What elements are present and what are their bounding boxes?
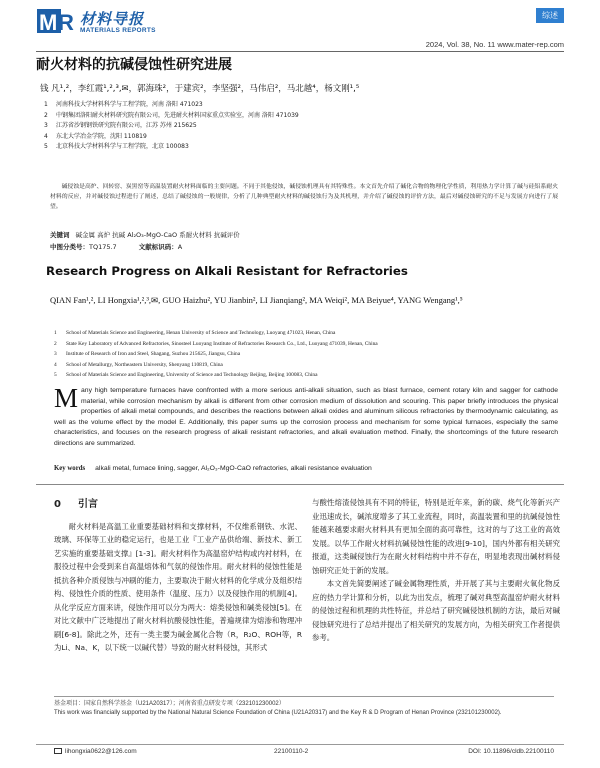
en-affiliation-item: 2 State Key Laboratory of Advanced Refractories, Sinosteel Luoyang Institute of Refractories Research Co., Ltd., Luoyang 471039, Henan, China [54, 340, 378, 347]
cn-affiliation-item: 1 河南科技大学材料科学与工程学院，河南 洛阳 471023 [44, 101, 203, 108]
cn-affiliation-item: 3 江苏省沙钢钢铁研究院有限公司，江苏 苏州 215625 [44, 122, 197, 129]
footer-divider [36, 744, 564, 745]
section-badge: 综述 [536, 8, 564, 23]
en-abstract-text: any high temperature furnaces have confronted with a more serious anti-alkali situation, such as blast furnace, cement rotary kiln and sagger for cathode material, while corrosion mechanism by alkali is different from other corrosion medium of dissolution and scouring. This paper briefly introduces the physical properties of alkali metal compounds, and describes the reactions between alkali oxides and aluminum silicous refractories by thermodynamic calculating, as well as the volume effect by the model E. Additionally, this paper sums up the corrosion process and mechanism for some typical furnaces, especially the same characteristics, and focuses on the research progress of alkali resistant refractories, and alkali evaluation method. Finally, the shortcomings of the future research directions are summarized. [54, 387, 558, 447]
cn-affiliation-list [44, 100, 554, 153]
journal-name-en: MATERIALS REPORTS [80, 27, 156, 34]
cn-affiliation-item: 4 东北大学冶金学院，沈阳 110819 [44, 132, 147, 140]
corresponding-email[interactable]: lihongxia0622@126.com [54, 748, 137, 755]
cn-keywords-label: 关键词 [50, 231, 70, 239]
cn-affiliation-item: 2 中钢集团洛阳耐火材料研究院有限公司，先进耐火材料国家重点实验室，河南 洛阳 471039 [44, 111, 299, 119]
body-column-right [312, 496, 560, 645]
en-affiliation-item: 3 Institute of Research of Iron and Steel, Shagang, Suzhou 215625, Jiangsu, China [54, 351, 241, 357]
body-paragraph: 耐火材料是高温工业重要基础材料和支撑材料，不仅维系钢铁、水泥、玻璃、环保等工业的稳定运行，也是工业『工业产品供给端、新技术、新工艺实施的重要基础支撑』[1-3]。耐火材料作为高温窑炉结构或内衬材料，在服役过程中会受到来自高温熔体和气氛的侵蚀作用。耐火材料的侵蚀性能是抵抗各种介质侵蚀与冲刷的能力，主要取决于耐火材料的化学成分及组织结构、侵蚀性介质的性质、使用条件（温度、压力）以及侵蚀作用的机制[4]。从化学反应方面来讲，侵蚀作用可以分为两大：熔类侵蚀和碱类侵蚀[5]。在对比文献中广泛地提出了耐火材料抗酸侵蚀性能，普遍规律为熔渗和物理冲刷[6-8]。除此之外，还有一类主要为碱金属化合物（R，R₂O、ROH等，R为Li、Na、K，以下统一以碱代替）导致的耐火材料侵蚀，其形式 [54, 521, 302, 652]
body-paragraph: 与酸性熔渣侵蚀具有不同的特征，特别是近年来，新的碳、烧气化等新兴产业迅速成长，碱浓度增多了其工业流程，同时，高温装置和里的抗碱侵蚀性能越来越要求耐火材料具有更加全面的高可靠性，这对的与了这工业的高效发展。以华工作耐火材料抗碱侵蚀性能的改进[9-10]，国内外都有相关研究报道，这类碱侵蚀行为在耐火材料结构中并不存在，明显地表现出碱材料侵蚀研究正处于新的发展。 [312, 498, 560, 575]
en-keywords-text: alkali metal, furnace lining, sagger, Al₂O₃-MgO-CaO refractories, alkali resistance evaluation [95, 465, 372, 472]
cn-affiliation-item: 5 北京科技大学材料科学与工程学院，北京 100083 [44, 143, 189, 150]
cn-keywords [50, 230, 558, 241]
en-keywords-label: Key words [54, 465, 86, 472]
cn-keywords-text: 碱金属 高炉 抗碱 Al₂O₃-MgO-CaO 系耐火材料 抗碱评价 [75, 231, 240, 239]
cn-authors: 钱 凡¹,²，李红霞¹,²,³,✉，郭海珠²，于建宾²，李坚强²，马伟启²，马北越⁴，杨文刚¹,⁵ [40, 84, 360, 94]
envelope-icon [54, 748, 62, 754]
funding-en: This work was financially supported by the National Natural Science Foundation of China (U21A20317) and the Key R & D Program of Henan Province (232101230002). [54, 710, 502, 716]
section-heading: 0 引言 [54, 499, 98, 510]
page-code: 22100110-2 [274, 748, 309, 755]
journal-name-cn: 材料导报 [80, 10, 145, 28]
en-keywords [54, 464, 558, 474]
issue-info: 2024, Vol. 38, No. 11 www.mater-rep.com [36, 40, 564, 52]
cn-classification: 中图分类号：TQ175.7 文献标识码：A [50, 243, 183, 251]
en-affiliation-list [54, 328, 560, 381]
section-divider [36, 484, 564, 485]
svg-text:M: M [39, 10, 58, 35]
funding-cn: 基金项目：国家自然科学基金（U21A20317）；河南省重点研发专项（232101230002） [54, 701, 285, 707]
en-title: Research Progress on Alkali Resistant for Refractories [46, 264, 408, 278]
body-paragraph: 本文首先简要阐述了碱金属物理性质，并开展了其与主要耐火氧化物反应的热力学计算和分析，以此为出发点，梳理了碱对典型高温窑炉耐火材料的侵蚀过程和机理的共性特征，并总结了研究碱侵蚀机制的方法，最后对碱侵蚀研究进行了总结并提出了相关研究的发展方向，为相关研究工作者提供参考。 [312, 579, 560, 642]
doi-link[interactable]: DOI: 10.11896/cldb.22100110 [468, 748, 554, 755]
cn-abstract: 碱侵蚀是高炉、回转窑、炭黑窑等高温装置耐火材料面临的主要问题。不同于其他侵蚀，碱侵蚀机理具有其特殊性。本文首先介绍了碱化合物的物理化学性质，利用热力学计算了碱与硅铝系耐火材料的反应，并对碱侵蚀过程进行了阐述，总结了碱侵蚀的一般规律，分析了几种典型耐火材料的碱侵蚀行为及其机理，并介绍了碱侵蚀的评价方法，最后对碱侵蚀研究的不足与发展方向进行了展望。 [50, 184, 558, 210]
journal-logo-icon [36, 6, 74, 36]
funding-footnote [54, 696, 554, 718]
en-affiliation-item: 1 School of Materials Science and Engineering, Henan University of Science and Technology, Luoyang 471023, Henan, China [54, 330, 336, 336]
cn-title: 耐火材料的抗碱侵蚀性研究进展 [36, 57, 232, 73]
abstract-dropcap: M [54, 383, 79, 413]
en-authors: QIAN Fan¹,², LI Hongxia¹,²,³,✉, GUO Haizhu², YU Jianbin², LI Jianqiang², MA Weiqi², MA Beiyue⁴, YANG Wengang¹,⁵ [50, 295, 463, 305]
svg-text:R: R [58, 10, 74, 35]
journal-header [36, 6, 564, 36]
en-affiliation-item: 5 School of Materials Science and Engineering, University of Science and Technology Beijing, Beijing 100083, China [54, 372, 318, 378]
body-column-left [54, 498, 302, 655]
en-affiliation-item: 4 School of Metallurgy, Northeastern University, Shenyang 110819, China [54, 361, 223, 368]
en-abstract [54, 383, 558, 449]
